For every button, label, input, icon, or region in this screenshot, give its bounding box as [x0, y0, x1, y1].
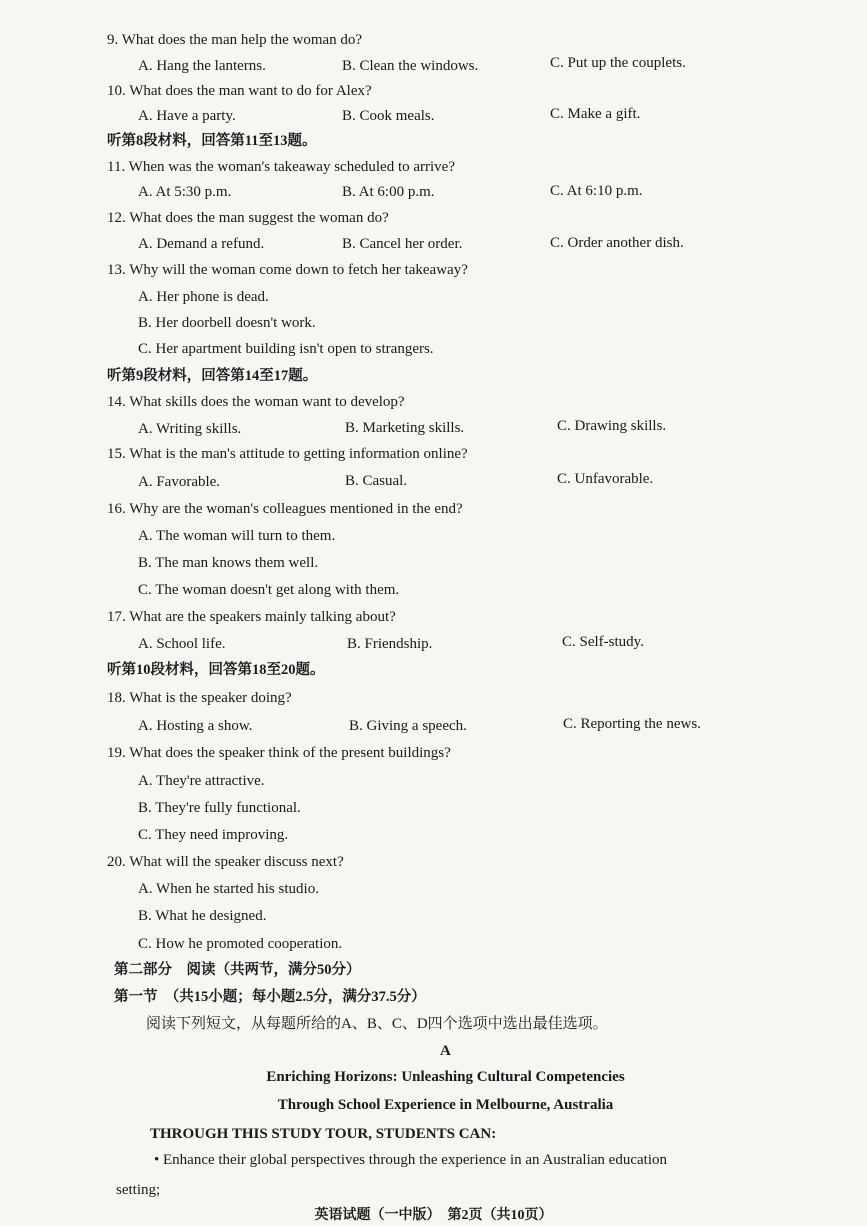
option-c: C. Unfavorable. [557, 471, 654, 487]
option-a: A. They're attractive. [138, 773, 265, 789]
option-a: A. Writing skills. [138, 421, 242, 437]
section-heading: 听第9段材料，回答第14至17题。 [107, 368, 318, 384]
passage-heading: Enriching Horizons: Unleashing Cultural Competencies [266, 1069, 625, 1085]
option-a: A. Her phone is dead. [138, 289, 269, 305]
question-15: 15. What is the man's attitude to getting information online? [107, 446, 468, 462]
option-b: B. The man knows them well. [138, 555, 319, 571]
option-c: C. The woman doesn't get along with them. [138, 582, 400, 598]
question-16: 16. Why are the woman's colleagues mentioned in the end? [107, 501, 463, 517]
option-b: B. Casual. [345, 473, 408, 489]
option-b: B. Friendship. [347, 636, 433, 652]
bullet-item: • Enhance their global perspectives through the experience in an Australian education [154, 1152, 667, 1168]
option-a: A. School life. [138, 636, 226, 652]
option-a: A. Demand a refund. [138, 236, 265, 252]
passage-letter: A [440, 1043, 451, 1059]
question-11: 11. When was the woman's takeaway scheduled to arrive? [107, 159, 455, 175]
section-heading: 听第8段材料，回答第11至13题。 [107, 133, 317, 149]
option-a: A. At 5:30 p.m. [138, 184, 232, 200]
option-c: C. Make a gift. [550, 106, 641, 122]
section-title: 第一节 （共15小题；每小题2.5分，满分37.5分） [114, 989, 426, 1005]
passage-subheading: Through School Experience in Melbourne, Australia [277, 1097, 614, 1113]
question-17: 17. What are the speakers mainly talking about? [107, 609, 396, 625]
question-14: 14. What skills does the woman want to develop? [107, 394, 405, 410]
option-a: A. Have a party. [138, 108, 236, 124]
question-13: 13. Why will the woman come down to fetch her takeaway? [107, 262, 468, 278]
option-b: B. Cook meals. [342, 108, 435, 124]
option-c: C. They need improving. [138, 827, 289, 843]
option-c: C. Order another dish. [550, 235, 684, 251]
option-b: B. At 6:00 p.m. [342, 184, 435, 200]
option-a: A. When he started his studio. [138, 881, 319, 897]
option-a: A. Hosting a show. [138, 718, 253, 734]
option-a: A. Hang the lanterns. [138, 58, 266, 74]
option-b: B. Cancel her order. [342, 236, 463, 252]
option-b: B. Giving a speech. [349, 718, 467, 734]
question-9: 9. What does the man help the woman do? [107, 32, 363, 48]
option-a: A. Favorable. [138, 474, 221, 490]
question-12: 12. What does the man suggest the woman do? [107, 210, 389, 226]
section-heading: 听第10段材料，回答第18至20题。 [107, 662, 325, 678]
question-10: 10. What does the man want to do for Alex? [107, 83, 372, 99]
option-b: B. Her doorbell doesn't work. [138, 315, 316, 331]
question-19: 19. What does the speaker think of the present buildings? [107, 745, 451, 761]
page-footer: 英语试题（一中版） 第2页（共10页） [314, 1208, 553, 1223]
option-a: A. The woman will turn to them. [138, 528, 336, 544]
option-c: C. Put up the couplets. [550, 55, 686, 71]
option-b: B. Marketing skills. [345, 420, 465, 436]
instruction-text: 阅读下列短文，从每题所给的A、B、C、D四个选项中选出最佳选项。 [146, 1016, 608, 1032]
question-18: 18. What is the speaker doing? [107, 690, 292, 706]
option-c: C. Reporting the news. [563, 716, 701, 732]
question-20: 20. What will the speaker discuss next? [107, 854, 344, 870]
bullet-continuation: setting; [116, 1182, 161, 1198]
option-b: B. They're fully functional. [138, 800, 301, 816]
option-b: B. What he designed. [138, 908, 267, 924]
option-c: C. Her apartment building isn't open to strangers. [138, 341, 434, 357]
option-c: C. Self-study. [562, 634, 644, 650]
option-b: B. Clean the windows. [342, 58, 479, 74]
option-c: C. Drawing skills. [557, 418, 667, 434]
part-title: 第二部分 阅读（共两节，满分50分） [114, 962, 361, 978]
subhead: THROUGH THIS STUDY TOUR, STUDENTS CAN: [150, 1126, 497, 1142]
option-c: C. How he promoted cooperation. [138, 936, 343, 952]
option-c: C. At 6:10 p.m. [550, 183, 643, 199]
